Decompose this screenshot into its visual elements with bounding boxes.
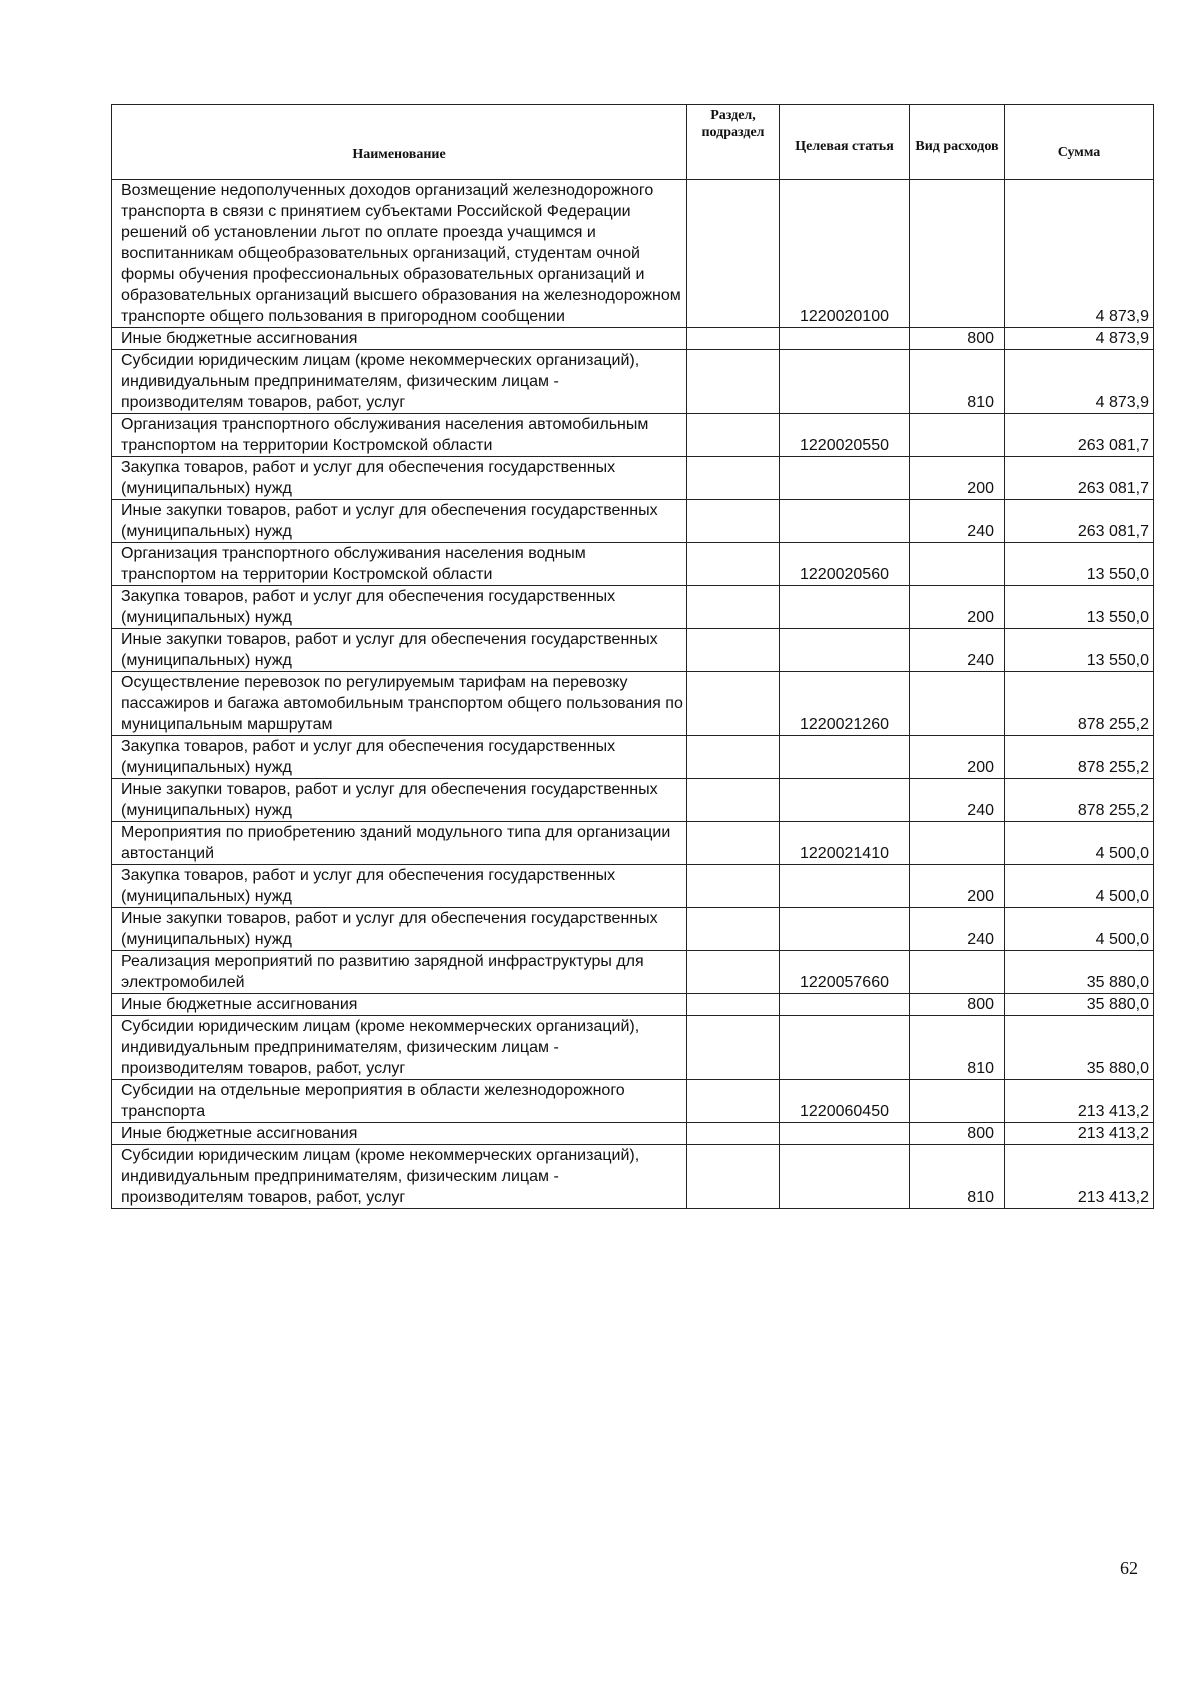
cell-section bbox=[687, 951, 780, 994]
cell-type: 200 bbox=[910, 865, 1005, 908]
cell-section bbox=[687, 328, 780, 350]
cell-section bbox=[687, 908, 780, 951]
cell-sum: 35 880,0 bbox=[1005, 1016, 1154, 1080]
table-row bbox=[112, 822, 1154, 865]
table-row bbox=[112, 328, 1154, 350]
cell-sum: 4 500,0 bbox=[1005, 822, 1154, 865]
cell-name: Организация транспортного обслуживания населения автомобильным транспортом на территории Костромской области bbox=[112, 414, 687, 457]
cell-sum: 13 550,0 bbox=[1005, 586, 1154, 629]
cell-article: 1220020100 bbox=[780, 180, 910, 328]
table-row bbox=[112, 994, 1154, 1016]
cell-name: Реализация мероприятий по развитию зарядной инфраструктуры для электромобилей bbox=[112, 951, 687, 994]
cell-section bbox=[687, 1123, 780, 1145]
cell-section bbox=[687, 779, 780, 822]
header-row bbox=[112, 105, 1154, 180]
cell-article bbox=[780, 350, 910, 414]
table-row bbox=[112, 629, 1154, 672]
cell-type bbox=[910, 951, 1005, 994]
cell-type: 800 bbox=[910, 1123, 1005, 1145]
cell-type: 810 bbox=[910, 350, 1005, 414]
cell-type: 200 bbox=[910, 736, 1005, 779]
table-row bbox=[112, 500, 1154, 543]
table-row bbox=[112, 350, 1154, 414]
cell-section bbox=[687, 350, 780, 414]
cell-type: 240 bbox=[910, 779, 1005, 822]
cell-type: 810 bbox=[910, 1145, 1005, 1209]
cell-article bbox=[780, 586, 910, 629]
cell-type: 810 bbox=[910, 1016, 1005, 1080]
table-row bbox=[112, 1016, 1154, 1080]
cell-article bbox=[780, 736, 910, 779]
cell-section bbox=[687, 1016, 780, 1080]
cell-name: Иные бюджетные ассигнования bbox=[112, 328, 687, 350]
cell-section bbox=[687, 414, 780, 457]
cell-article: 1220057660 bbox=[780, 951, 910, 994]
cell-article bbox=[780, 500, 910, 543]
cell-section bbox=[687, 736, 780, 779]
cell-sum: 4 500,0 bbox=[1005, 865, 1154, 908]
cell-article bbox=[780, 328, 910, 350]
cell-sum: 263 081,7 bbox=[1005, 457, 1154, 500]
cell-article: 1220021260 bbox=[780, 672, 910, 736]
cell-section bbox=[687, 629, 780, 672]
cell-type bbox=[910, 543, 1005, 586]
table-body bbox=[112, 180, 1154, 1209]
cell-name: Субсидии на отдельные мероприятия в области железнодорожного транспорта bbox=[112, 1080, 687, 1123]
cell-type: 200 bbox=[910, 586, 1005, 629]
header-article: Целевая статья bbox=[780, 105, 910, 180]
cell-name: Субсидии юридическим лицам (кроме некоммерческих организаций), индивидуальным предпринимателям, физическим лицам - производителям товаров, работ, услуг bbox=[112, 350, 687, 414]
page-number: 62 bbox=[1120, 1558, 1138, 1578]
cell-article bbox=[780, 1145, 910, 1209]
cell-name: Иные закупки товаров, работ и услуг для обеспечения государственных (муниципальных) нужд bbox=[112, 779, 687, 822]
header-sum: Сумма bbox=[1005, 105, 1154, 180]
cell-article bbox=[780, 994, 910, 1016]
table-row bbox=[112, 414, 1154, 457]
cell-sum: 35 880,0 bbox=[1005, 951, 1154, 994]
table-row bbox=[112, 865, 1154, 908]
cell-name: Закупка товаров, работ и услуг для обеспечения государственных (муниципальных) нужд bbox=[112, 586, 687, 629]
cell-article bbox=[780, 779, 910, 822]
cell-section bbox=[687, 1080, 780, 1123]
table-row bbox=[112, 1123, 1154, 1145]
table-row bbox=[112, 672, 1154, 736]
table-row bbox=[112, 779, 1154, 822]
cell-section bbox=[687, 500, 780, 543]
cell-sum: 213 413,2 bbox=[1005, 1080, 1154, 1123]
table-row bbox=[112, 543, 1154, 586]
table-row bbox=[112, 457, 1154, 500]
table-row bbox=[112, 908, 1154, 951]
cell-sum: 13 550,0 bbox=[1005, 543, 1154, 586]
cell-article bbox=[780, 629, 910, 672]
cell-type bbox=[910, 414, 1005, 457]
cell-article: 1220021410 bbox=[780, 822, 910, 865]
cell-sum: 13 550,0 bbox=[1005, 629, 1154, 672]
cell-article bbox=[780, 1016, 910, 1080]
cell-sum: 263 081,7 bbox=[1005, 414, 1154, 457]
table-row bbox=[112, 1080, 1154, 1123]
table-header bbox=[112, 105, 1154, 180]
cell-article bbox=[780, 908, 910, 951]
header-section: Раздел, подраздел bbox=[687, 105, 780, 180]
cell-sum: 878 255,2 bbox=[1005, 672, 1154, 736]
cell-section bbox=[687, 865, 780, 908]
cell-name: Иные бюджетные ассигнования bbox=[112, 994, 687, 1016]
cell-sum: 213 413,2 bbox=[1005, 1123, 1154, 1145]
cell-name: Закупка товаров, работ и услуг для обеспечения государственных (муниципальных) нужд bbox=[112, 865, 687, 908]
cell-type bbox=[910, 1080, 1005, 1123]
cell-name: Возмещение недополученных доходов организаций железнодорожного транспорта в связи с принятием субъектами Российской Федерации решений об установлении льгот по оплате проезда учащимся и воспитанникам общеобразовательных организаций, студентам очной формы обучения профессиональных образовательных организаций и образовательных организаций высшего образования на железнодорожном транспорте общего пользования в пригородном сообщении bbox=[112, 180, 687, 328]
cell-article bbox=[780, 865, 910, 908]
cell-name: Иные закупки товаров, работ и услуг для обеспечения государственных (муниципальных) нужд bbox=[112, 629, 687, 672]
cell-section bbox=[687, 543, 780, 586]
cell-type: 200 bbox=[910, 457, 1005, 500]
cell-name: Мероприятия по приобретению зданий модульного типа для организации автостанций bbox=[112, 822, 687, 865]
cell-article bbox=[780, 457, 910, 500]
cell-section bbox=[687, 1145, 780, 1209]
cell-name: Иные бюджетные ассигнования bbox=[112, 1123, 687, 1145]
table-row bbox=[112, 180, 1154, 328]
cell-sum: 263 081,7 bbox=[1005, 500, 1154, 543]
cell-name: Организация транспортного обслуживания населения водным транспортом на территории Костромской области bbox=[112, 543, 687, 586]
header-name: Наименование bbox=[112, 105, 687, 180]
cell-section bbox=[687, 994, 780, 1016]
cell-section bbox=[687, 822, 780, 865]
cell-article: 1220020560 bbox=[780, 543, 910, 586]
table-row bbox=[112, 736, 1154, 779]
table-row bbox=[112, 951, 1154, 994]
cell-type: 240 bbox=[910, 500, 1005, 543]
cell-name: Осуществление перевозок по регулируемым тарифам на перевозку пассажиров и багажа автомобильным транспортом общего пользования по муниципальным маршрутам bbox=[112, 672, 687, 736]
cell-section bbox=[687, 457, 780, 500]
budget-table bbox=[111, 104, 1154, 1209]
cell-sum: 878 255,2 bbox=[1005, 779, 1154, 822]
cell-name: Субсидии юридическим лицам (кроме некоммерческих организаций), индивидуальным предпринимателям, физическим лицам - производителям товаров, работ, услуг bbox=[112, 1016, 687, 1080]
cell-sum: 4 873,9 bbox=[1005, 180, 1154, 328]
cell-type bbox=[910, 180, 1005, 328]
header-type: Вид расходов bbox=[910, 105, 1005, 180]
cell-type bbox=[910, 672, 1005, 736]
cell-sum: 4 873,9 bbox=[1005, 350, 1154, 414]
cell-section bbox=[687, 180, 780, 328]
cell-type: 800 bbox=[910, 328, 1005, 350]
cell-name: Субсидии юридическим лицам (кроме некоммерческих организаций), индивидуальным предпринимателям, физическим лицам - производителям товаров, работ, услуг bbox=[112, 1145, 687, 1209]
cell-article bbox=[780, 1123, 910, 1145]
cell-sum: 878 255,2 bbox=[1005, 736, 1154, 779]
cell-name: Иные закупки товаров, работ и услуг для обеспечения государственных (муниципальных) нужд bbox=[112, 500, 687, 543]
cell-section bbox=[687, 586, 780, 629]
cell-type: 240 bbox=[910, 629, 1005, 672]
cell-sum: 213 413,2 bbox=[1005, 1145, 1154, 1209]
cell-sum: 4 873,9 bbox=[1005, 328, 1154, 350]
cell-article: 1220060450 bbox=[780, 1080, 910, 1123]
cell-sum: 4 500,0 bbox=[1005, 908, 1154, 951]
cell-name: Иные закупки товаров, работ и услуг для обеспечения государственных (муниципальных) нужд bbox=[112, 908, 687, 951]
cell-name: Закупка товаров, работ и услуг для обеспечения государственных (муниципальных) нужд bbox=[112, 736, 687, 779]
table-row bbox=[112, 1145, 1154, 1209]
cell-sum: 35 880,0 bbox=[1005, 994, 1154, 1016]
cell-type: 240 bbox=[910, 908, 1005, 951]
cell-type: 800 bbox=[910, 994, 1005, 1016]
table-row bbox=[112, 586, 1154, 629]
cell-article: 1220020550 bbox=[780, 414, 910, 457]
cell-type bbox=[910, 822, 1005, 865]
cell-section bbox=[687, 672, 780, 736]
cell-name: Закупка товаров, работ и услуг для обеспечения государственных (муниципальных) нужд bbox=[112, 457, 687, 500]
